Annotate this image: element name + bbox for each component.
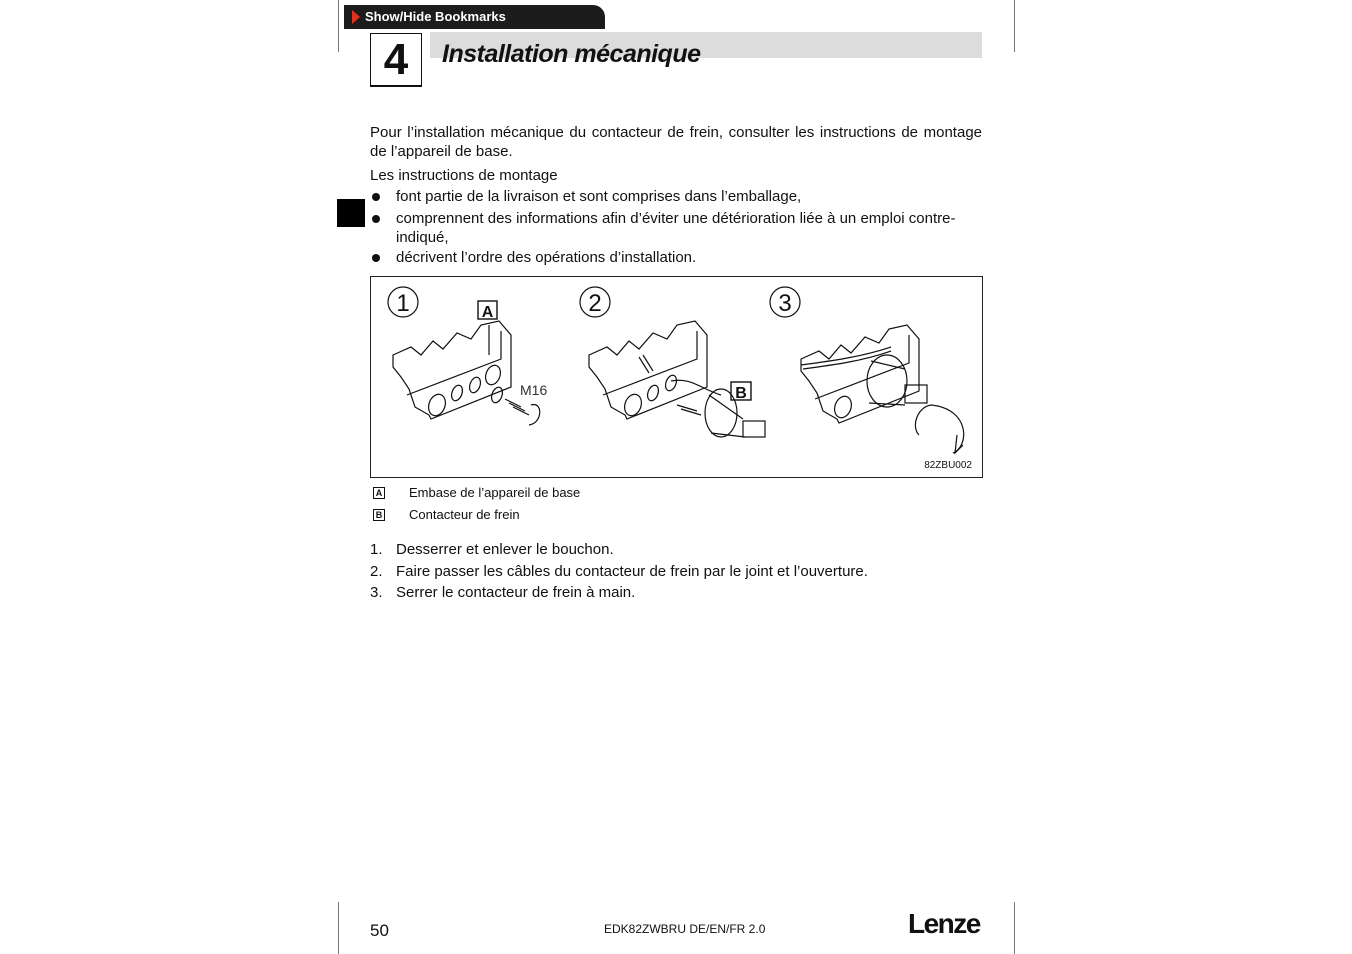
- housing-drawing-3: [801, 325, 964, 453]
- step-label-3: 3: [778, 290, 792, 317]
- page-edge-left-top: [338, 0, 339, 52]
- bullet-dot-icon: [372, 193, 380, 201]
- step-label-2: 2: [588, 290, 602, 317]
- installation-figure: [370, 276, 983, 478]
- step-number: 2.: [370, 563, 383, 580]
- installation-drawing: [371, 277, 982, 477]
- page-edge-right-top: [1014, 0, 1015, 52]
- legend-text: Contacteur de frein: [409, 507, 520, 522]
- play-arrow-icon: [352, 10, 360, 24]
- bullet-text: font partie de la livraison et sont comprises dans l’emballage,: [396, 188, 802, 205]
- step-text: Serrer le contacteur de frein à main.: [396, 584, 636, 601]
- legend-text: Embase de l’appareil de base: [409, 485, 581, 500]
- step-text: Faire passer les câbles du contacteur de frein par le joint et l’ouverture.: [396, 563, 868, 580]
- intro-paragraph: Pour l’installation mécanique du contacteur de frein, consulter les instructions de montage de l’appareil de base.: [370, 124, 982, 160]
- instructions-intro: Les instructions de montage: [370, 167, 558, 184]
- chapter-side-marker: [337, 199, 365, 227]
- page-edge-left-bottom: [338, 902, 339, 954]
- legend-key: B: [373, 509, 385, 521]
- figure-code: 82ZBU002: [924, 460, 972, 471]
- label-a: A: [481, 304, 494, 321]
- bullet-text: comprennent des informations afin d’éviter une détérioration liée à un emploi contre-indiqué,: [396, 210, 956, 246]
- bullet-dot-icon: [372, 215, 380, 223]
- step-number: 3.: [370, 584, 383, 601]
- bullet-text: décrivent l’ordre des opérations d’installation.: [396, 249, 697, 266]
- lenze-logo: Lenze: [908, 908, 980, 939]
- label-b: B: [735, 385, 747, 402]
- document-code: EDK82ZWBRU DE/EN/FR 2.0: [604, 922, 766, 936]
- bookmarks-label: Show/Hide Bookmarks: [365, 9, 506, 24]
- show-hide-bookmarks-button[interactable]: [344, 5, 605, 29]
- page-number: 50: [370, 921, 389, 940]
- housing-drawing-1: [393, 321, 540, 425]
- legend-key: A: [373, 487, 385, 499]
- step-label-1: 1: [396, 290, 410, 317]
- page-title: Installation mécanique: [442, 40, 701, 68]
- bullet-dot-icon: [372, 254, 380, 262]
- page-edge-right-bottom: [1014, 902, 1015, 954]
- housing-drawing-2: [589, 321, 765, 437]
- chapter-number: 4: [370, 33, 422, 87]
- step-number: 1.: [370, 541, 383, 558]
- thread-label: M16: [520, 382, 548, 398]
- step-text: Desserrer et enlever le bouchon.: [396, 541, 614, 558]
